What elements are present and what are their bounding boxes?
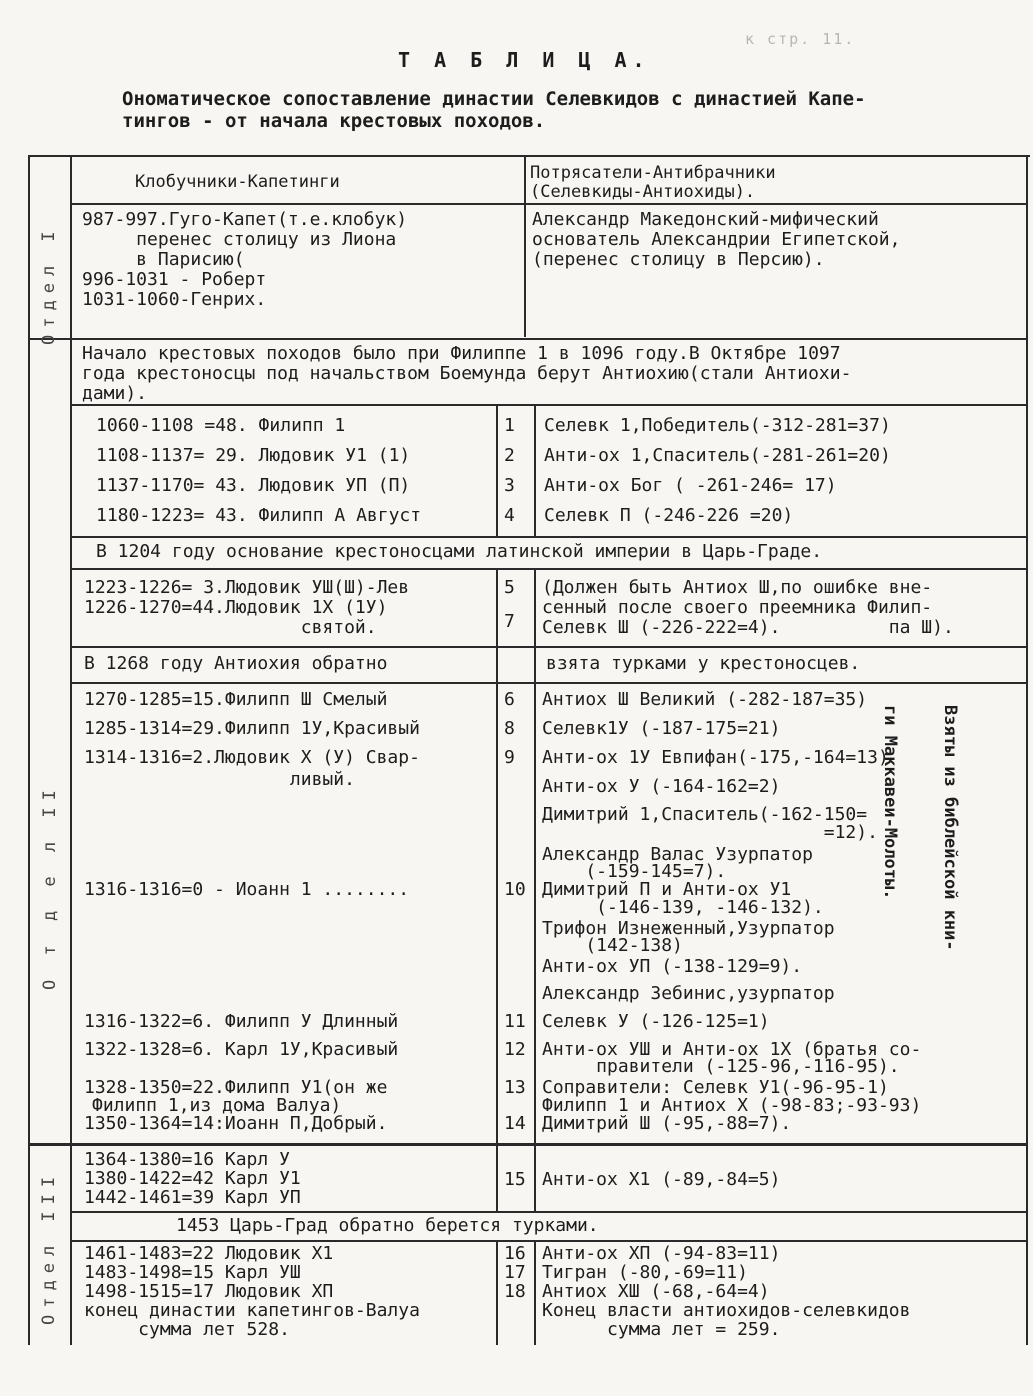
block1-right bbox=[532, 210, 900, 270]
seleucid-entry: Анти-ох ХП (-94-83=11) bbox=[542, 1243, 781, 1264]
column-header-capetians: Клобучники-Капетинги bbox=[135, 172, 340, 192]
capetian-entry: ливый. bbox=[84, 769, 355, 790]
block1-left bbox=[82, 210, 407, 310]
side-note-line: ги Маккавеи-Молоты. bbox=[880, 705, 900, 900]
note-antioch-retaken-right: взята турками у крестоносцев. bbox=[546, 653, 861, 674]
seleucid-entry: Соправители: Селевк У1(-96-95-1) bbox=[542, 1077, 889, 1098]
seleucid-entry: Анти-ох Бог ( -261-246= 17) bbox=[544, 475, 837, 496]
row-number: 9 bbox=[504, 747, 515, 768]
table-right-border bbox=[1026, 155, 1028, 1345]
seleucid-entry: Александр Валас Узурпатор bbox=[542, 844, 813, 865]
capetian-entry: 1380-1422=42 Карл У1 bbox=[84, 1168, 301, 1189]
row-number: 6 bbox=[504, 689, 515, 710]
block1-right-line: основатель Александрии Египетской, bbox=[532, 229, 901, 250]
capetian-entry: 1328-1350=22.Филипп У1(он же bbox=[84, 1077, 388, 1098]
block1-left-line: 1031-1060-Генрих. bbox=[82, 289, 267, 310]
row-divider bbox=[72, 682, 1026, 684]
row-divider bbox=[72, 646, 1026, 648]
table-row bbox=[0, 446, 1033, 476]
note-line: года крестоносцы под начальством Боемунда берут Антиохию(стали Антиохи- bbox=[82, 363, 852, 384]
row-number: 2 bbox=[504, 445, 515, 466]
table-row bbox=[0, 416, 1033, 446]
seleucid-entry: Трифон Изнеженный,Узурпатор bbox=[542, 918, 835, 939]
row-number: 12 bbox=[504, 1039, 526, 1060]
column-divider-top bbox=[524, 157, 526, 337]
capetian-entry: 1314-1316=2.Людовик Х (У) Свар- bbox=[84, 747, 420, 768]
column-header-seleucids-line-1: Потрясатели-Антибрачники bbox=[530, 163, 776, 183]
block1-right-line: Александр Македонский-мифический bbox=[532, 209, 879, 230]
block1-left-line: 996-1031 - Роберт bbox=[82, 269, 267, 290]
row-number: 18 bbox=[504, 1281, 526, 1302]
seleucid-entry: Александр Зебинис,узурпатор bbox=[542, 983, 835, 1004]
seleucid-entry: Тигран (-80,-69=11) bbox=[542, 1262, 748, 1283]
seleucid-entry: Селевк Ш (-226-222=4). па Ш). bbox=[542, 617, 954, 638]
capetian-entry: 1461-1483=22 Людовик Х1 bbox=[84, 1243, 334, 1264]
capetian-entry: 1270-1285=15.Филипп Ш Смелый bbox=[84, 689, 388, 710]
section-label-3: Отдел III bbox=[39, 1169, 59, 1325]
capetian-total: конец династии капетингов-Валуа bbox=[84, 1300, 420, 1321]
seleucid-entry: сенный после своего преемника Филип- bbox=[542, 597, 933, 618]
block1-left-line: в Парисию( bbox=[82, 249, 245, 270]
num-divider bbox=[496, 1146, 498, 1212]
row-number: 15 bbox=[504, 1169, 526, 1190]
seleucid-entry: Анти-ох УП (-138-129=9). bbox=[542, 956, 803, 977]
capetian-entry: 1223-1226= 3.Людовик УШ(Ш)-Лев bbox=[84, 577, 410, 598]
row-number: 3 bbox=[504, 475, 515, 496]
capetian-entry: 1316-1322=6. Филипп У Длинный bbox=[84, 1011, 399, 1032]
num-divider bbox=[496, 570, 498, 1145]
column-header-seleucids-line-2: (Селевкиды-Антиохиды). bbox=[530, 182, 756, 202]
num-divider bbox=[534, 1242, 536, 1345]
capetian-entry: 1226-1270=44.Людовик 1Х (1У) bbox=[84, 597, 388, 618]
num-divider bbox=[496, 1242, 498, 1345]
row-number: 13 bbox=[504, 1077, 526, 1098]
row-number: 14 bbox=[504, 1113, 526, 1134]
section-label-divider bbox=[70, 155, 72, 1345]
section-label-2: О т д е л II bbox=[40, 783, 60, 990]
seleucid-entry: Димитрий Ш (-95,-88=7). bbox=[542, 1113, 792, 1134]
page-title: Т А Б Л И Ц А. bbox=[398, 48, 651, 72]
subtitle-line-2: тингов - от начала крестовых походов. bbox=[122, 110, 546, 132]
note-crusades-start bbox=[82, 344, 851, 404]
table-top-border bbox=[28, 155, 1030, 157]
seleucid-entry: Филипп 1 и Антиох Х (-98-83;-93-93) bbox=[542, 1095, 922, 1116]
capetian-entry: 1364-1380=16 Карл У bbox=[84, 1149, 290, 1170]
section-divider bbox=[28, 1143, 1028, 1146]
row-number: 10 bbox=[504, 879, 526, 900]
block4-left-1 bbox=[84, 690, 420, 790]
seleucid-entry: (-146-139, -146-132). bbox=[542, 897, 824, 918]
block1-right-line: (перенес столицу в Персию). bbox=[532, 249, 825, 270]
capetian-entry: 1442-1461=39 Карл УП bbox=[84, 1187, 301, 1208]
side-note-line: Взяты из библейской кни- bbox=[940, 705, 960, 951]
block6-nums bbox=[504, 1244, 526, 1301]
capetian-entry: 1350-1364=14:Иоанн П,Добрый. bbox=[84, 1113, 388, 1134]
block3-left bbox=[84, 578, 409, 638]
seleucid-entry: Селевк У (-126-125=1) bbox=[542, 1011, 770, 1032]
block3-right bbox=[542, 578, 954, 638]
capetian-entry: Филипп 1,из дома Валуа) bbox=[92, 1095, 342, 1116]
side-note-maccabees bbox=[860, 705, 1000, 951]
note-line: дами). bbox=[82, 383, 148, 404]
num-divider bbox=[534, 570, 536, 1145]
page-reference-note: к стр. 11. bbox=[745, 30, 856, 48]
seleucid-entry: Димитрий П и Анти-ох У1 bbox=[542, 879, 792, 900]
row-number: 1 bbox=[504, 415, 515, 436]
seleucid-entry: Анти-ох УШ и Анти-ох 1Х (братья со- bbox=[542, 1039, 922, 1060]
capetian-entry: 1060-1108 =48. Филипп 1 bbox=[96, 415, 346, 436]
row-divider bbox=[72, 1240, 1026, 1242]
capetian-entry: 1316-1316=0 - Иоанн 1 ........ bbox=[84, 879, 410, 900]
seleucid-entry: Анти-ох 1У Евпифан(-175,-164=13) bbox=[542, 747, 889, 768]
row-number: 8 bbox=[504, 718, 515, 739]
seleucid-entry: Антиох Ш Великий (-282-187=35) bbox=[542, 689, 868, 710]
row-divider bbox=[72, 1211, 1026, 1213]
seleucid-entry: Анти-ох Х1 (-89,-84=5) bbox=[542, 1169, 781, 1190]
row-number: 4 bbox=[504, 505, 515, 526]
seleucid-entry: Селевк П (-246-226 =20) bbox=[544, 505, 794, 526]
seleucid-entry: Селевк 1,Победитель(-312-281=37) bbox=[544, 415, 891, 436]
capetian-entry: 1108-1137= 29. Людовик У1 (1) bbox=[96, 445, 411, 466]
block6-right bbox=[542, 1244, 910, 1339]
seleucid-entry: Антиох ХШ (-68,-64=4) bbox=[542, 1281, 770, 1302]
block1-left-line: 987-997.Гуго-Капет(т.е.клобук) bbox=[82, 209, 408, 230]
block6-left bbox=[84, 1244, 420, 1339]
table-row bbox=[0, 506, 1033, 536]
note-latin-empire: В 1204 году основание крестоносцами латинской империи в Царь-Граде. bbox=[96, 541, 823, 562]
block2-rows bbox=[0, 416, 1033, 536]
capetian-entry: 1180-1223= 43. Филипп А Август bbox=[96, 505, 422, 526]
row-number: 16 bbox=[504, 1243, 526, 1264]
seleucid-entry: Димитрий 1,Спаситель(-162-150= bbox=[542, 804, 868, 825]
seleucid-total: сумма лет = 259. bbox=[542, 1319, 781, 1340]
table-row bbox=[0, 476, 1033, 506]
table-left-border bbox=[28, 155, 30, 1345]
row-number: 7 bbox=[504, 611, 515, 632]
seleucid-entry: правители (-125-96,-116-95). bbox=[542, 1056, 900, 1077]
row-divider bbox=[72, 568, 1026, 570]
seleucid-total: Конец власти антиохидов-селевкидов bbox=[542, 1300, 911, 1321]
row-divider bbox=[72, 536, 1026, 538]
seleucid-entry: Селевк1У (-187-175=21) bbox=[542, 718, 781, 739]
capetian-entry: 1137-1170= 43. Людовик УП (П) bbox=[96, 475, 411, 496]
row-number: 5 bbox=[504, 577, 515, 598]
seleucid-entry: (-159-145=7). bbox=[542, 861, 727, 882]
seleucid-entry: (142-138) bbox=[542, 935, 683, 956]
row-divider bbox=[72, 404, 1026, 406]
row-divider bbox=[30, 338, 1026, 340]
capetian-entry: 1322-1328=6. Карл 1У,Красивый bbox=[84, 1039, 399, 1060]
seleucid-entry: =12). bbox=[542, 822, 878, 843]
note-antioch-retaken-left: В 1268 году Антиохия обратно bbox=[84, 653, 388, 674]
capetian-entry: 1483-1498=15 Карл УШ bbox=[84, 1262, 301, 1283]
seleucid-entry: Анти-ох 1,Спаситель(-281-261=20) bbox=[544, 445, 891, 466]
note-constantinople-fall: 1453 Царь-Град обратно берется турками. bbox=[176, 1215, 599, 1236]
capetian-total: сумма лет 528. bbox=[84, 1319, 290, 1340]
seleucid-entry: (Должен быть Антиох Ш,по ошибке вне- bbox=[542, 577, 933, 598]
row-divider bbox=[72, 203, 1026, 205]
subtitle-line-1: Ономатическое сопоставление династии Селевкидов с династией Капе- bbox=[122, 88, 866, 110]
row-number: 11 bbox=[504, 1011, 526, 1032]
block5-left bbox=[84, 1150, 301, 1207]
num-divider bbox=[534, 1146, 536, 1212]
capetian-entry: 1498-1515=17 Людовик ХП bbox=[84, 1281, 334, 1302]
seleucid-entry: Анти-ох У (-164-162=2) bbox=[542, 776, 781, 797]
capetian-entry: святой. bbox=[84, 617, 377, 638]
row-number: 17 bbox=[504, 1262, 526, 1283]
block1-left-line: перенес столицу из Лиона bbox=[82, 229, 397, 250]
capetian-entry: 1285-1314=29.Филипп 1У,Красивый bbox=[84, 718, 420, 739]
section-label-1: Отдел I bbox=[39, 224, 59, 345]
note-line: Начало крестовых походов было при Филиппе 1 в 1096 году.В Октябре 1097 bbox=[82, 343, 841, 364]
